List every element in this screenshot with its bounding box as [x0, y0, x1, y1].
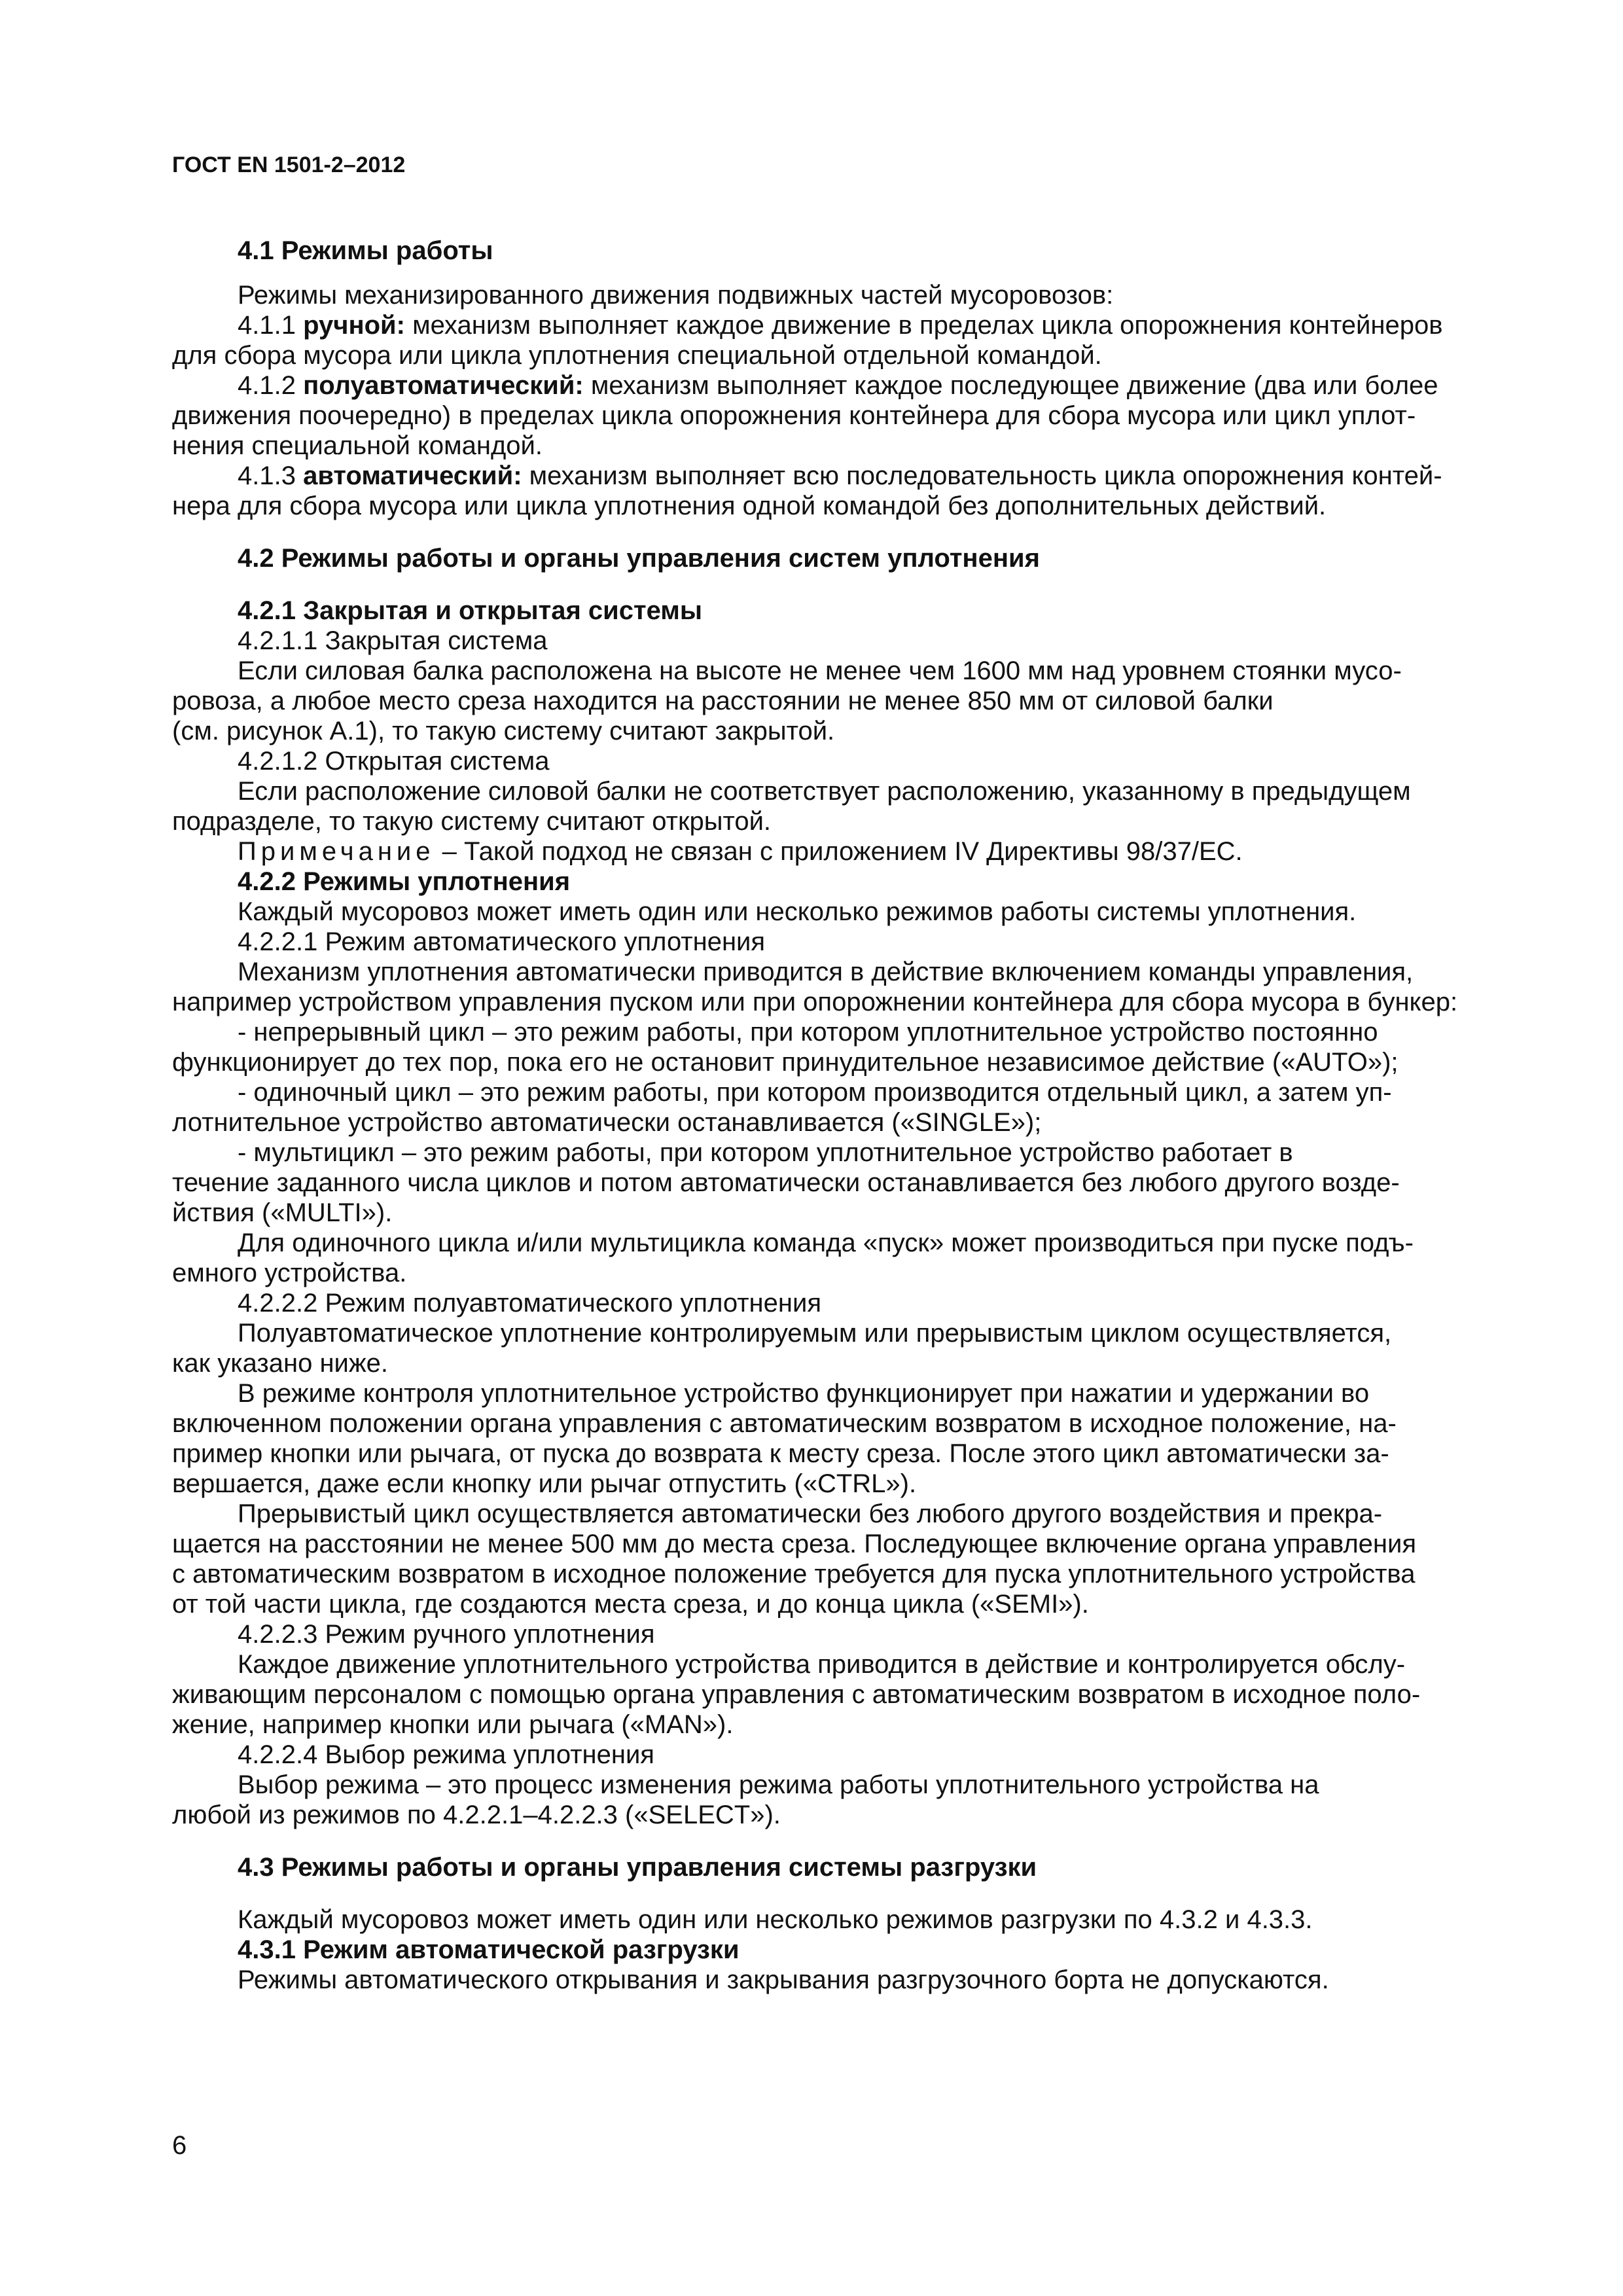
- text-line: Каждое движение уплотнительного устройства приводится в действие и контролируется обслу-: [238, 1650, 1406, 1679]
- text-line: В режиме контроля уплотнительное устройство функционирует при нажатии и удержании во: [238, 1379, 1370, 1408]
- page-number: 6: [172, 2131, 187, 2160]
- clause-term: ручной:: [303, 311, 405, 340]
- text-line: Каждый мусоровоз может иметь один или несколько режимов работы системы уплотнения.: [238, 897, 1357, 926]
- text-line: жение, например кнопки или рычага («MAN»).: [172, 1710, 734, 1739]
- text-line: лотнительное устройство автоматически останавливается («SINGLE»);: [172, 1108, 1042, 1137]
- clause-heading-4-2-1-1: 4.2.1.1 Закрытая система: [238, 626, 548, 655]
- text-line: Для одиночного цикла и/или мультицикла команда «пуск» может производиться при пуске подъ-: [238, 1229, 1414, 1257]
- text-line: с автоматическим возвратом в исходное положение требуется для пуска уплотнительного устройства: [172, 1560, 1416, 1588]
- section-heading-4-1: 4.1 Режимы работы: [238, 236, 493, 265]
- clause-4-1-3: [172, 461, 1465, 491]
- text-line: живающим персоналом с помощью органа управления с автоматическим возвратом в исходное поло-: [172, 1680, 1421, 1709]
- clause-4-1-2: [172, 370, 1465, 401]
- text-line: Прерывистый цикл осуществляется автоматически без любого другого воздействия и прекра-: [238, 1499, 1383, 1528]
- clause-term: полуавтоматический:: [303, 371, 584, 400]
- subsection-heading-4-2-1: 4.2.1 Закрытая и открытая системы: [238, 596, 703, 625]
- text-line: нера для сбора мусора или цикла уплотнения одной командой без дополнительных действий.: [172, 492, 1327, 520]
- note-text: – Такой подход не связан с приложением IV Директивы 98/37/ЕС.: [435, 837, 1243, 866]
- text-line: Если расположение силовой балки не соответствует расположению, указанному в предыдущем: [238, 777, 1411, 806]
- document-body: [172, 236, 1465, 1995]
- text-line: ровоза, а любое место среза находится на расстоянии не менее 850 мм от силовой балки: [172, 687, 1274, 715]
- text-line: Режимы автоматического открывания и закрывания разгрузочного борта не допускаются.: [238, 1965, 1329, 1994]
- text-line: Если силовая балка расположена на высоте не менее чем 1600 мм над уровнем стоянки мусо-: [238, 656, 1402, 685]
- text-line: емного устройства.: [172, 1259, 407, 1287]
- subsection-heading-4-3-1: 4.3.1 Режим автоматической разгрузки: [238, 1935, 740, 1964]
- clause-text: механизм выполняет каждое движение в пределах цикла опорожнения контейнеров: [404, 311, 1443, 340]
- clause-heading-4-2-2-3: 4.2.2.3 Режим ручного уплотнения: [238, 1620, 655, 1649]
- clause-4-1-1: [172, 310, 1465, 340]
- clause-heading-4-2-2-4: 4.2.2.4 Выбор режима уплотнения: [238, 1740, 654, 1769]
- text-line: движения поочередно) в пределах цикла опорожнения контейнера для сбора мусора или цикл уплот-: [172, 401, 1416, 430]
- text-line: Механизм уплотнения автоматически приводится в действие включением команды управления,: [238, 958, 1414, 986]
- text-line: йствия («MULTI»).: [172, 1198, 393, 1227]
- text-line: течение заданного числа циклов и потом автоматически останавливается без любого другого возде-: [172, 1168, 1400, 1197]
- text-line: нения специальной командой.: [172, 431, 543, 460]
- clause-text: механизм выполняет всю последовательность цикла опорожнения контей-: [522, 461, 1442, 490]
- note: [172, 836, 1465, 867]
- section-heading-4-3: 4.3 Режимы работы и органы управления системы разгрузки: [238, 1853, 1037, 1882]
- text-line: любой из режимов по 4.2.2.1–4.2.2.3 («SELECT»).: [172, 1801, 781, 1829]
- clause-number: 4.1.2: [238, 371, 304, 400]
- text-line: как указано ниже.: [172, 1349, 388, 1378]
- clause-number: 4.1.1: [238, 311, 304, 340]
- list-item: - непрерывный цикл – это режим работы, при котором уплотнительное устройство постоянно: [238, 1018, 1378, 1047]
- section-heading-4-2: 4.2 Режимы работы и органы управления систем уплотнения: [238, 544, 1040, 573]
- text-line: щается на расстоянии не менее 500 мм до места среза. Последующее включение органа управления: [172, 1530, 1416, 1558]
- text-line: подразделе, то такую систему считают открытой.: [172, 807, 772, 836]
- text-line: Выбор режима – это процесс изменения режима работы уплотнительного устройства на: [238, 1770, 1319, 1799]
- text-line: Полуавтоматическое уплотнение контролируемым или прерывистым циклом осуществляется,: [238, 1319, 1392, 1348]
- text-line: от той части цикла, где создаются места среза, и до конца цикла («SEMI»).: [172, 1590, 1089, 1619]
- text-line: пример кнопки или рычага, от пуска до возврата к месту среза. После этого цикл автоматически за-: [172, 1439, 1389, 1468]
- clause-number: 4.1.3: [238, 461, 304, 490]
- text-line: включенном положении органа управления с автоматическим возвратом в исходное положение, на-: [172, 1409, 1397, 1438]
- text-line: например устройством управления пуском или при опорожнении контейнера для сбора мусора в бункер:: [172, 988, 1458, 1016]
- subsection-heading-4-2-2: 4.2.2 Режимы уплотнения: [238, 867, 571, 896]
- text-line: вершается, даже если кнопку или рычаг отпустить («CTRL»).: [172, 1469, 917, 1498]
- list-item: - одиночный цикл – это режим работы, при котором производится отдельный цикл, а затем уп-: [238, 1078, 1392, 1107]
- note-label: Примечание: [238, 837, 435, 866]
- clause-term: автоматический:: [303, 461, 522, 490]
- text-line: Каждый мусоровоз может иметь один или несколько режимов разгрузки по 4.3.2 и 4.3.3.: [238, 1905, 1313, 1934]
- text-line: (см. рисунок А.1), то такую систему считают закрытой.: [172, 717, 835, 745]
- clause-text: механизм выполняет каждое последующее движение (два или более: [583, 371, 1438, 400]
- list-item: - мультицикл – это режим работы, при котором уплотнительное устройство работает в: [238, 1138, 1293, 1167]
- text-line: функционирует до тех пор, пока его не остановит принудительное независимое действие («AUTO»);: [172, 1048, 1399, 1077]
- clause-heading-4-2-2-2: 4.2.2.2 Режим полуавтоматического уплотнения: [238, 1289, 821, 1318]
- text-line: для сбора мусора или цикла уплотнения специальной отдельной командой.: [172, 341, 1102, 370]
- document-header: ГОСТ EN 1501-2–2012: [172, 152, 406, 177]
- paragraph: Режимы механизированного движения подвижных частей мусоровозов:: [238, 281, 1114, 310]
- clause-heading-4-2-1-2: 4.2.1.2 Открытая система: [238, 747, 550, 776]
- clause-heading-4-2-2-1: 4.2.2.1 Режим автоматического уплотнения: [238, 927, 766, 956]
